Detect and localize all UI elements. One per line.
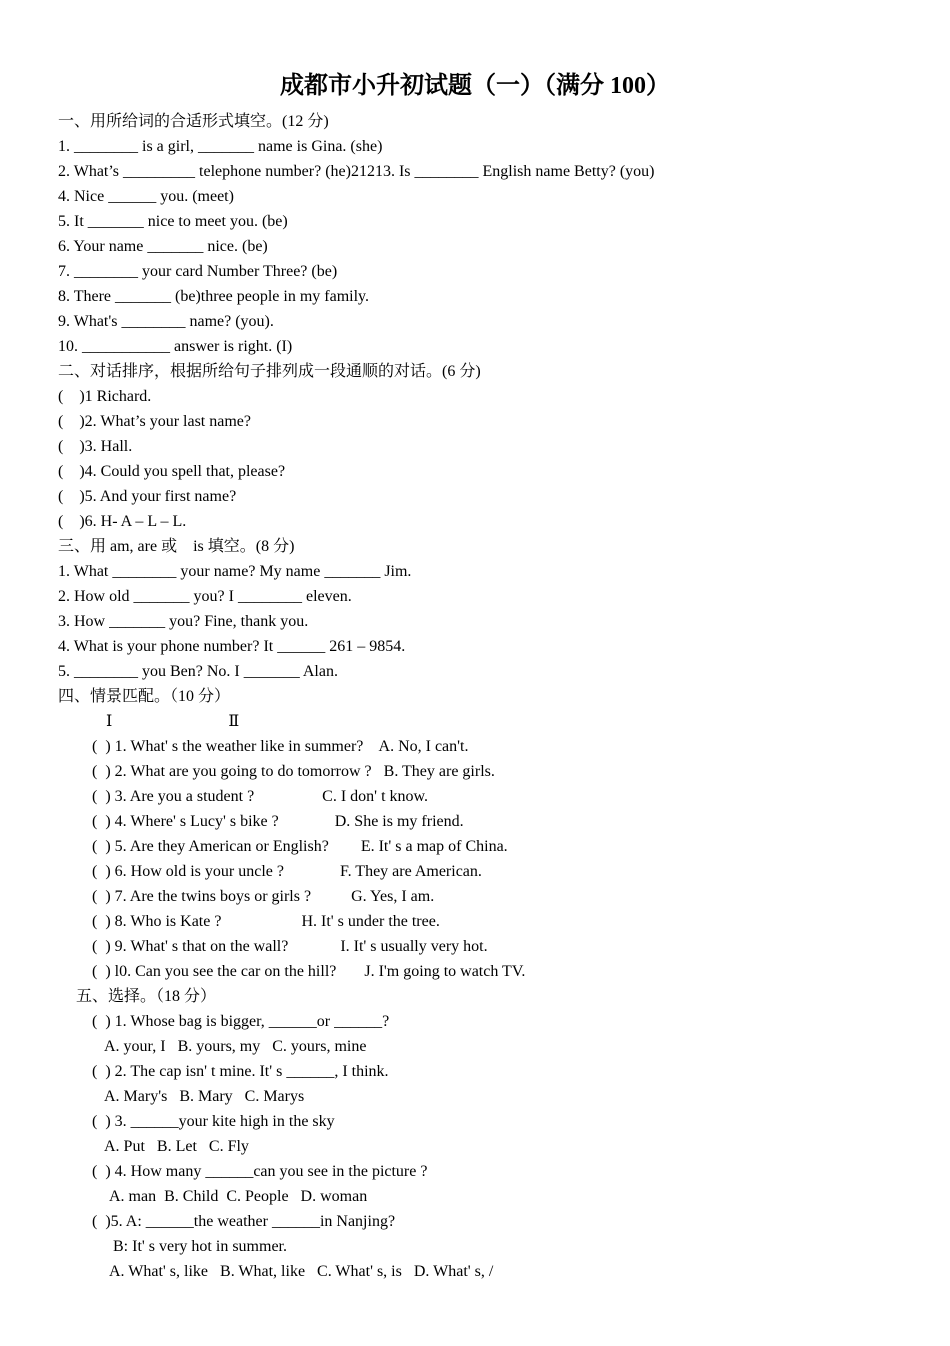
s1-item-1: 1. ________ is a girl, _______ name is Gina. (she) [58, 138, 383, 155]
s2-item-3: ( )3. Hall. [58, 438, 133, 455]
s3-item-5: 5. ________ you Ben? No. I _______ Alan. [58, 663, 338, 680]
s2-item-4: ( )4. Could you spell that, please? [58, 463, 286, 480]
s5-question-5: ( )5. A: ______the weather ______in Nanjing? [92, 1213, 396, 1230]
s1-item-2: 2. What’s _________ telephone number? (he)21213. Is ________ English name Betty? (you) [58, 163, 655, 180]
s2-item-2: ( )2. What’s your last name? [58, 413, 251, 430]
s5-options-2: A. Mary's B. Mary C. Marys [104, 1088, 305, 1105]
s4-item-1: ( ) 1. What' s the weather like in summer? A. No, I can't. [92, 738, 469, 755]
s5-options-3: A. Put B. Let C. Fly [104, 1138, 249, 1155]
s5-question-3: ( ) 3. ______your kite high in the sky [92, 1113, 335, 1130]
s1-item-4: 4. Nice ______ you. (meet) [58, 188, 234, 205]
s1-item-6: 6. Your name _______ nice. (be) [58, 238, 268, 255]
s3-item-4: 4. What is your phone number? It ______ 261 – 9854. [58, 638, 406, 655]
s4-item-5: ( ) 5. Are they American or English? E. It' s a map of China. [92, 838, 508, 855]
s4-item-2: ( ) 2. What are you going to do tomorrow ? B. They are girls. [92, 763, 495, 780]
s2-item-1: ( )1 Richard. [58, 388, 152, 405]
section-5-header: 五、选择。（18 分） [76, 988, 217, 1005]
s1-item-5: 5. It _______ nice to meet you. (be) [58, 213, 288, 230]
section-2-header: 二、对话排序，根据所给句子排列成一段通顺的对话。(6 分) [58, 363, 481, 380]
s5-options-1: A. your, I B. yours, my C. yours, mine [104, 1038, 367, 1055]
s1-item-9: 9. What's ________ name? (you). [58, 313, 274, 330]
s1-item-7: 7. ________ your card Number Three? (be) [58, 263, 338, 280]
section-3-header: 三、用 am, are 或 is 填空。(8 分) [58, 538, 295, 555]
s1-item-8: 8. There _______ (be)three people in my family. [58, 288, 370, 305]
s3-item-3: 3. How _______ you? Fine, thank you. [58, 613, 309, 630]
s4-item-9: ( ) 9. What' s that on the wall? I. It' s usually very hot. [92, 938, 488, 955]
s3-item-1: 1. What ________ your name? My name _______ Jim. [58, 563, 412, 580]
s4-item-3: ( ) 3. Are you a student ? C. I don' t know. [92, 788, 429, 805]
s1-item-10: 10. ___________ answer is right. (I) [58, 338, 293, 355]
s2-item-6: ( )6. H- A – L – L. [58, 513, 187, 530]
s5-question-1: ( ) 1. Whose bag is bigger, ______or ______? [92, 1013, 390, 1030]
s4-item-10: ( ) l0. Can you see the car on the hill? J. I'm going to watch TV. [92, 963, 526, 980]
section-4-header: 四、情景匹配。（10 分） [58, 688, 231, 705]
s5-question-4: ( ) 4. How many ______can you see in the picture ? [92, 1163, 428, 1180]
s5-options-5: A. What' s, like B. What, like C. What' s, is D. What' s, / [109, 1263, 494, 1280]
section-1-header: 一、用所给词的合适形式填空。(12 分) [58, 113, 329, 130]
s5-options-4: A. man B. Child C. People D. woman [109, 1188, 368, 1205]
s3-item-2: 2. How old _______ you? I ________ eleven. [58, 588, 352, 605]
s4-item-6: ( ) 6. How old is your uncle ? F. They are American. [92, 863, 482, 880]
s4-item-4: ( ) 4. Where' s Lucy' s bike ? D. She is my friend. [92, 813, 464, 830]
s4-column-labels: Ⅰ Ⅱ [58, 713, 240, 730]
s4-item-7: ( ) 7. Are the twins boys or girls ? G. Yes, I am. [92, 888, 435, 905]
s5-question-2: ( ) 2. The cap isn' t mine. It' s ______, I think. [92, 1063, 389, 1080]
s2-item-5: ( )5. And your first name? [58, 488, 237, 505]
page-title: 成都市小升初试题（一）（满分 100） [280, 73, 670, 99]
s4-item-8: ( ) 8. Who is Kate ? H. It' s under the tree. [92, 913, 440, 930]
s5-question-5-answer-line: B: It' s very hot in summer. [113, 1238, 287, 1255]
